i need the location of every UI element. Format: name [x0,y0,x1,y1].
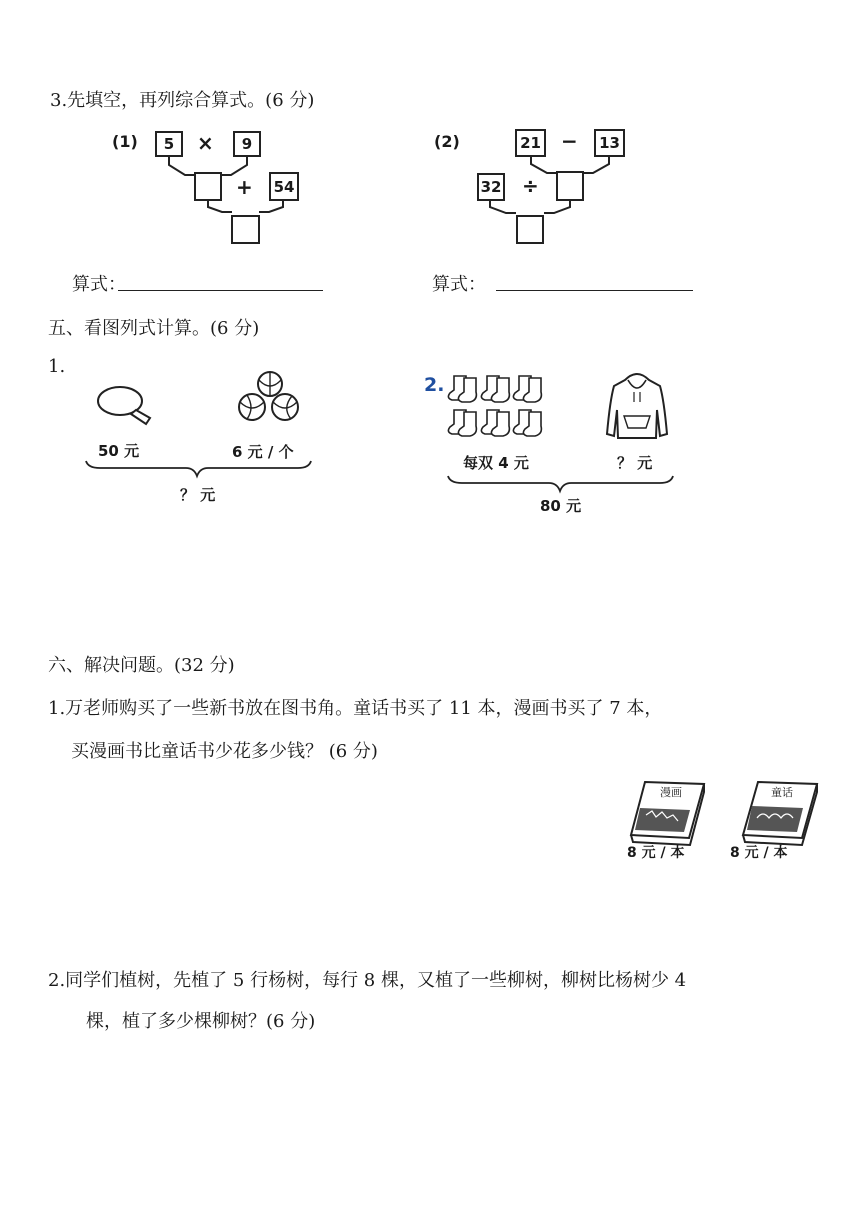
diagram-1-box-c: 54 [269,172,299,201]
s5-item2-number: 2. [424,374,445,396]
diagram-1-label: (1) [112,132,138,151]
total-1: ？ 元 [180,486,216,504]
s5-item1-number: 1. [48,356,66,377]
s6-q2-line2: 棵，植了多少棵柳树？(6 分) [86,1011,316,1032]
s6-q1-line2: 买漫画书比童话书少花多少钱？ (6 分) [71,741,378,762]
diagram-2-box-a: 21 [515,129,546,157]
price-paddle: 50 元 [98,442,140,460]
answer-label-2: 算式： [432,274,486,295]
answer-label-1: 算式： [72,274,126,295]
diagram-1-box-a: 5 [155,131,183,157]
diagram-2-op1: − [561,129,578,153]
s6-q2-line1: 2.同学们植树，先植了 5 行杨树，每行 8 棵，又植了一些柳树，柳树比杨树少 4 [48,970,687,991]
s6-q1-line1: 1.万老师购买了一些新书放在图书角。童话书买了 11 本，漫画书买了 7 本， [48,698,663,719]
diagram-1-op1: × [197,131,214,155]
diagram-2-box-c: 32 [477,173,505,201]
price-ball: 6 元 / 个 [232,443,294,461]
diagram-2-label: (2) [434,132,460,151]
fairy-tale-book-price: 8 元 / 本 [730,845,788,861]
fairy-tale-book-title: 童话 [771,786,793,799]
diagram-1-op2: + [236,175,253,199]
s6-title: 六、解决问题。(32 分) [48,655,235,676]
diagram-2-box-b: 13 [594,129,625,157]
diagram-2-op2: ÷ [522,174,539,198]
total-2: 80 元 [540,497,582,515]
diagram-1-box-b: 9 [233,131,261,157]
price-socks: 每双 4 元 [463,454,529,472]
comic-book-title: 漫画 [660,786,682,799]
s5-title: 五、看图列式计算。(6 分) [48,318,260,339]
price-hoodie: ？ 元 [617,454,653,472]
comic-book-price: 8 元 / 本 [627,845,685,861]
q3-title: 3.先填空，再列综合算式。(6 分) [50,90,315,111]
